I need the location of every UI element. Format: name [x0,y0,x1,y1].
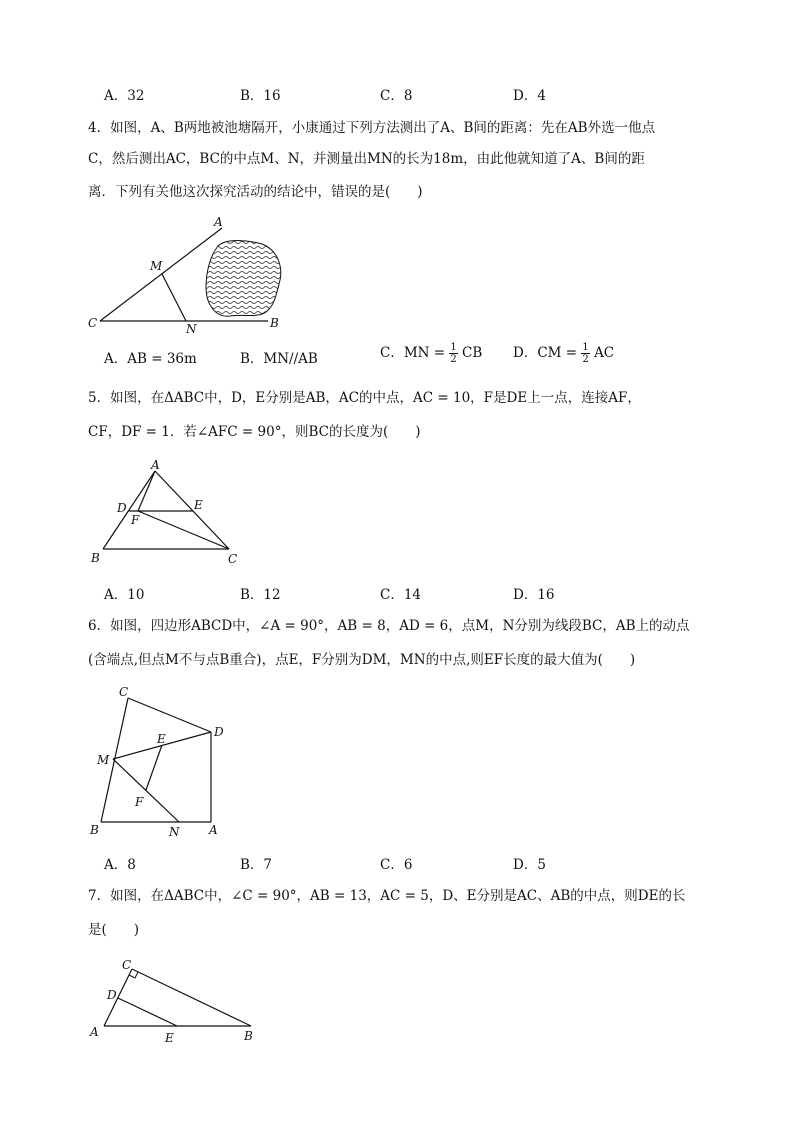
q5-option-d: D．16 [513,587,555,603]
q5-segment-af [138,471,155,511]
q6-option-b: B．7 [240,857,273,873]
q4-label-b: B [270,316,279,330]
q4-label-m: M [150,259,163,273]
q4-option-d-prefix: D．CM = [513,345,578,361]
q7-figure [104,969,251,1026]
q5-label-b: B [91,551,100,565]
q4-segment-ca [100,228,222,321]
q5-label-f: F [131,513,140,527]
q7-label-e: E [165,1031,174,1045]
q3-option-a: A．32 [104,88,145,104]
q4-option-d-fraction: $\frac{1}{2}$ [582,342,589,365]
q7-text-line2: 是( ) [88,922,140,938]
q7-segment-cb [132,969,251,1026]
q6-option-d: D．5 [513,857,546,873]
q4-label-c: C [88,316,98,330]
q4-option-c-prefix: C．MN = [380,345,446,361]
q4-option-d-suffix: AC [594,345,615,361]
q6-segment-ef [146,745,162,790]
q5-segment-ab [103,471,155,549]
q4-text-line3: 离．下列有关他这次探究活动的结论中，错误的是( ) [88,184,423,200]
q4-option-a: A．AB = 36m [104,351,197,367]
q7-label-d: D [107,988,117,1002]
q6-option-c: C．6 [380,857,413,873]
q6-label-d: D [214,725,224,739]
q4-option-d [513,341,614,365]
q6-segment-dc [128,698,211,732]
q6-label-e: E [157,732,166,746]
q4-text-line1: 4．如图，A、B两地被池塘隔开，小康通过下列方法测出了A、B间的距离：先在AB外选一他点 [88,120,656,136]
q4-option-c [380,341,482,365]
q3-option-b: B．16 [240,88,281,104]
q6-label-f: F [135,795,144,809]
q6-label-a: A [209,823,218,837]
q6-label-b: B [90,823,99,837]
q4-pond-shape [206,241,281,317]
q4-segment-mn [162,274,186,321]
q3-option-d: D．4 [513,88,546,104]
q4-text-line2: C，然后测出AC，BC的中点M、N，并测量出MN的长为18m，由此他就知道了A、B间的距 [88,151,645,167]
q5-segment-fc [138,511,229,549]
q7-label-a: A [90,1025,99,1039]
q6-figure [101,698,211,822]
q5-text-line1: 5．如图，在ΔABC中，D，E分别是AB，AC的中点，AC = 10，F是DE上一点，连接AF， [88,390,641,406]
q4-option-c-suffix: CB [462,345,483,361]
q6-text-line1: 6．如图，四边形ABCD中，∠A = 90°，AB = 8，AD = 6，点M，N分别为线段BC，AB上的动点 [88,618,690,634]
q6-label-n: N [169,825,180,839]
q4-label-a: A [214,215,223,229]
q6-option-a: A．8 [104,857,136,873]
q6-label-c: C [119,685,129,699]
q5-option-b: B．12 [240,587,281,603]
q4-label-n: N [186,322,197,336]
q7-text-line1: 7．如图，在ΔABC中，∠C = 90°，AB = 13，AC = 5，D、E分别是AC、AB的中点，则DE的长 [88,888,686,904]
q5-option-a: A．10 [104,587,145,603]
q5-label-d: D [117,501,127,515]
q4-figure [100,228,281,321]
q5-text-line2: CF，DF = 1．若∠AFC = 90°，则BC的长度为( ) [88,424,421,440]
q7-segment-de [118,998,177,1026]
q5-segment-ac [155,471,229,549]
q5-label-c: C [228,552,238,566]
q6-segment-mn [113,759,179,822]
q3-option-c: C．8 [380,88,413,104]
q5-label-e: E [194,498,203,512]
q7-label-b: B [244,1029,253,1043]
q6-text-line2: (含端点,但点M不与点B重合)，点E，F分别为DM，MN的中点,则EF长度的最大值为( ) [88,652,636,668]
q5-label-a: A [151,458,160,472]
q5-option-c: C．14 [380,587,422,603]
q4-option-b: B．MN//AB [240,351,318,367]
q4-option-c-fraction: $\frac{1}{2}$ [450,342,457,365]
q7-label-c: C [122,958,132,972]
q6-label-m: M [97,753,110,767]
